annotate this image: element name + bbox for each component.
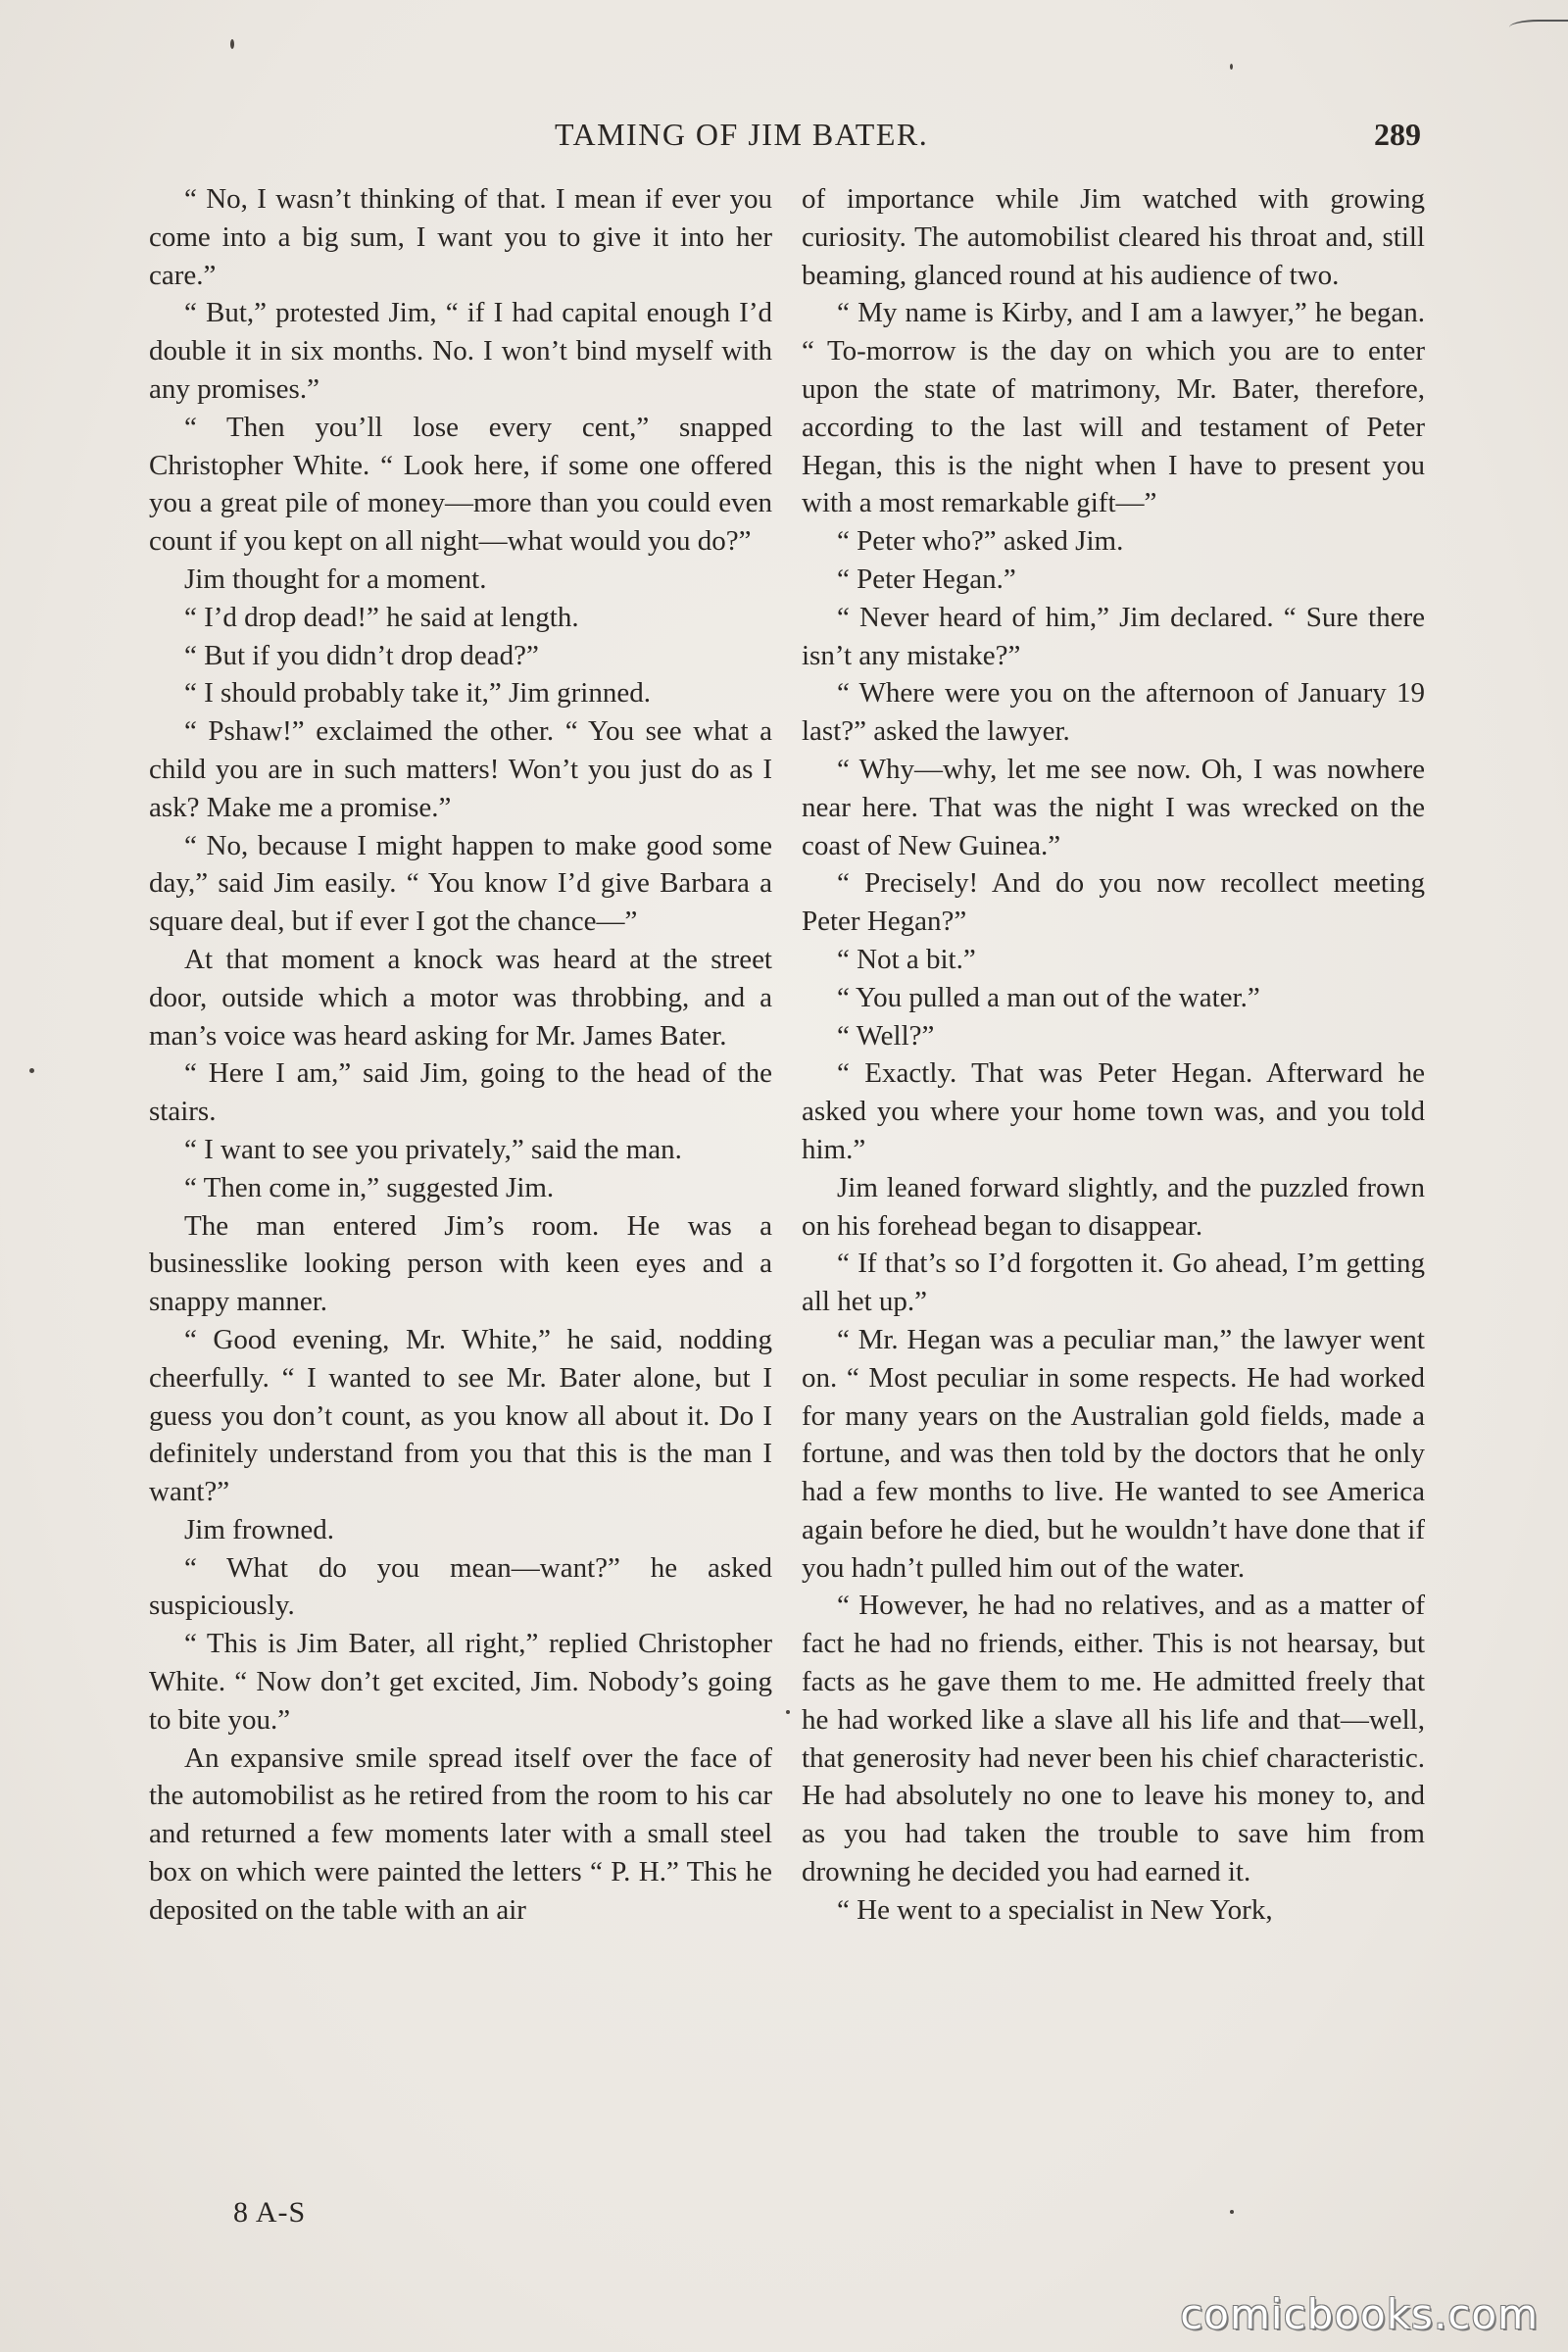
paragraph: “ But if you didn’t drop dead?” (184, 639, 539, 671)
page-header (147, 110, 1421, 159)
paragraph: “ Peter Hegan.” (837, 563, 1016, 595)
paragraph: “ Peter who?” asked Jim. (837, 525, 1124, 558)
paragraph: “ But,” protested Jim, “ if I had capital enough I’d double it in six months. No. I won’t bind myself with any promises.” (149, 297, 772, 405)
paragraph: “ Then come in,” suggested Jim. (184, 1171, 555, 1203)
watermark-logo: comicbooks.com (1180, 2290, 1539, 2338)
right-column (802, 180, 1425, 2180)
paragraph: “ Then you’ll lose every cent,” snapped Christopher White. “ Look here, if some one offered you a great pile of money—more than you could even count if you kept on all night—what would you do?” (149, 411, 772, 558)
paragraph: An expansive smile spread itself over the face of the automobilist as he retired from the room to his car and returned a few moments later with a small steel box on which were painted the letters “ P. H.” This he deposited on the table with an air (149, 1741, 772, 1926)
paragraph: “ However, he had no relatives, and as a matter of fact he had no friends, either. This is not hearsay, but facts as he gave them to me. He admitted freely that he had worked like a slave all his life and that—well, that generosity had never been his chief characteristic. He had absolutely no one to leave his money to, and as you had taken the trouble to save him from drowning he decided you had earned it. (802, 1590, 1425, 1888)
running-title: TAMING OF JIM BATER. (555, 117, 929, 152)
paragraph: “ He went to a specialist in New York, (837, 1893, 1273, 1926)
paragraph: “ If that’s so I’d forgotten it. Go ahead, I’m getting all het up.” (802, 1248, 1425, 1318)
page-corner-mark (1509, 20, 1568, 35)
paragraph: Jim frowned. (184, 1513, 335, 1545)
ink-speck (29, 1068, 34, 1073)
ink-speck (230, 39, 234, 49)
paragraph: “ Where were you on the afternoon of January 19 last?” asked the lawyer. (802, 677, 1425, 748)
paragraph: “ No, because I might happen to make good some day,” said Jim easily. “ You know I’d give Barbara a square deal, but if ever I got the chance—” (149, 829, 772, 938)
paragraph: “ You pulled a man out of the water.” (837, 981, 1260, 1013)
paragraph: of importance while Jim watched with growing curiosity. The automobilist cleared his throat and, still beaming, glanced round at his audience of two. (802, 183, 1425, 291)
paragraph: “ Not a bit.” (837, 943, 976, 975)
paragraph: “ My name is Kirby, and I am a lawyer,” he began. “ To-morrow is the day on which you are to enter upon the state of matrimony, Mr. Bater, therefore, according to the last will and testament of Peter Hegan, this is the night when I have to present you with a most remarkable gift—” (802, 297, 1425, 519)
ink-speck (786, 1710, 790, 1714)
paragraph: “ What do you mean—want?” he asked suspiciously. (149, 1551, 772, 1622)
paragraph: “ This is Jim Bater, all right,” replied Christopher White. “ Now don’t get excited, Jim. Nobody’s going to bite you.” (149, 1628, 772, 1736)
left-column (149, 180, 772, 2180)
paragraph: “ Precisely! And do you now recollect meeting Peter Hegan?” (802, 867, 1425, 938)
paragraph: “ Never heard of him,” Jim declared. “ Sure there isn’t any mistake?” (802, 601, 1425, 671)
paragraph: “ Good evening, Mr. White,” he said, nodding cheerfully. “ I wanted to see Mr. Bater alone, but I guess you don’t count, as you know all about it. Do I definitely understand from you that this is the man I want?” (149, 1323, 772, 1508)
paragraph: “ No, I wasn’t thinking of that. I mean if ever you come into a big sum, I want you to give it into her care.” (149, 183, 772, 291)
paragraph: “ Pshaw!” exclaimed the other. “ You see what a child you are in such matters! Won’t you just do as I ask? Make me a promise.” (149, 715, 772, 823)
ink-speck (1230, 64, 1233, 70)
paragraph: At that moment a knock was heard at the street door, outside which a motor was throbbing, and a man’s voice was heard asking for Mr. James Bater. (149, 943, 772, 1052)
paragraph: Jim leaned forward slightly, and the puzzled frown on his forehead began to disappear. (802, 1171, 1425, 1242)
printer-signature-mark: 8 A-S (233, 2196, 307, 2229)
paragraph: “ I want to see you privately,” said the man. (184, 1133, 682, 1165)
paragraph: “ Mr. Hegan was a peculiar man,” the lawyer went on. “ Most peculiar in some respects. He had worked for many years on the Australian gold fields, made a fortune, and was then told by the doctors that he only had a few months to live. He wanted to see America again before he died, but he wouldn’t have done that if you hadn’t pulled him out of the water. (802, 1323, 1425, 1584)
page-number: 289 (1374, 117, 1421, 152)
paragraph: “ Exactly. That was Peter Hegan. Afterward he asked you where your home town was, and you told him.” (802, 1057, 1425, 1165)
paragraph: Jim thought for a moment. (184, 563, 487, 595)
paragraph: “ I should probably take it,” Jim grinned. (184, 677, 651, 710)
paragraph: “ Here I am,” said Jim, going to the head of the stairs. (149, 1057, 772, 1128)
ink-speck (1230, 2210, 1234, 2214)
paragraph: “ Well?” (837, 1019, 935, 1052)
paragraph: “ I’d drop dead!” he said at length. (184, 601, 579, 633)
paragraph: The man entered Jim’s room. He was a businesslike looking person with keen eyes and a snappy manner. (149, 1209, 772, 1318)
paragraph: “ Why—why, let me see now. Oh, I was nowhere near here. That was the night I was wrecked on the coast of New Guinea.” (802, 753, 1425, 861)
